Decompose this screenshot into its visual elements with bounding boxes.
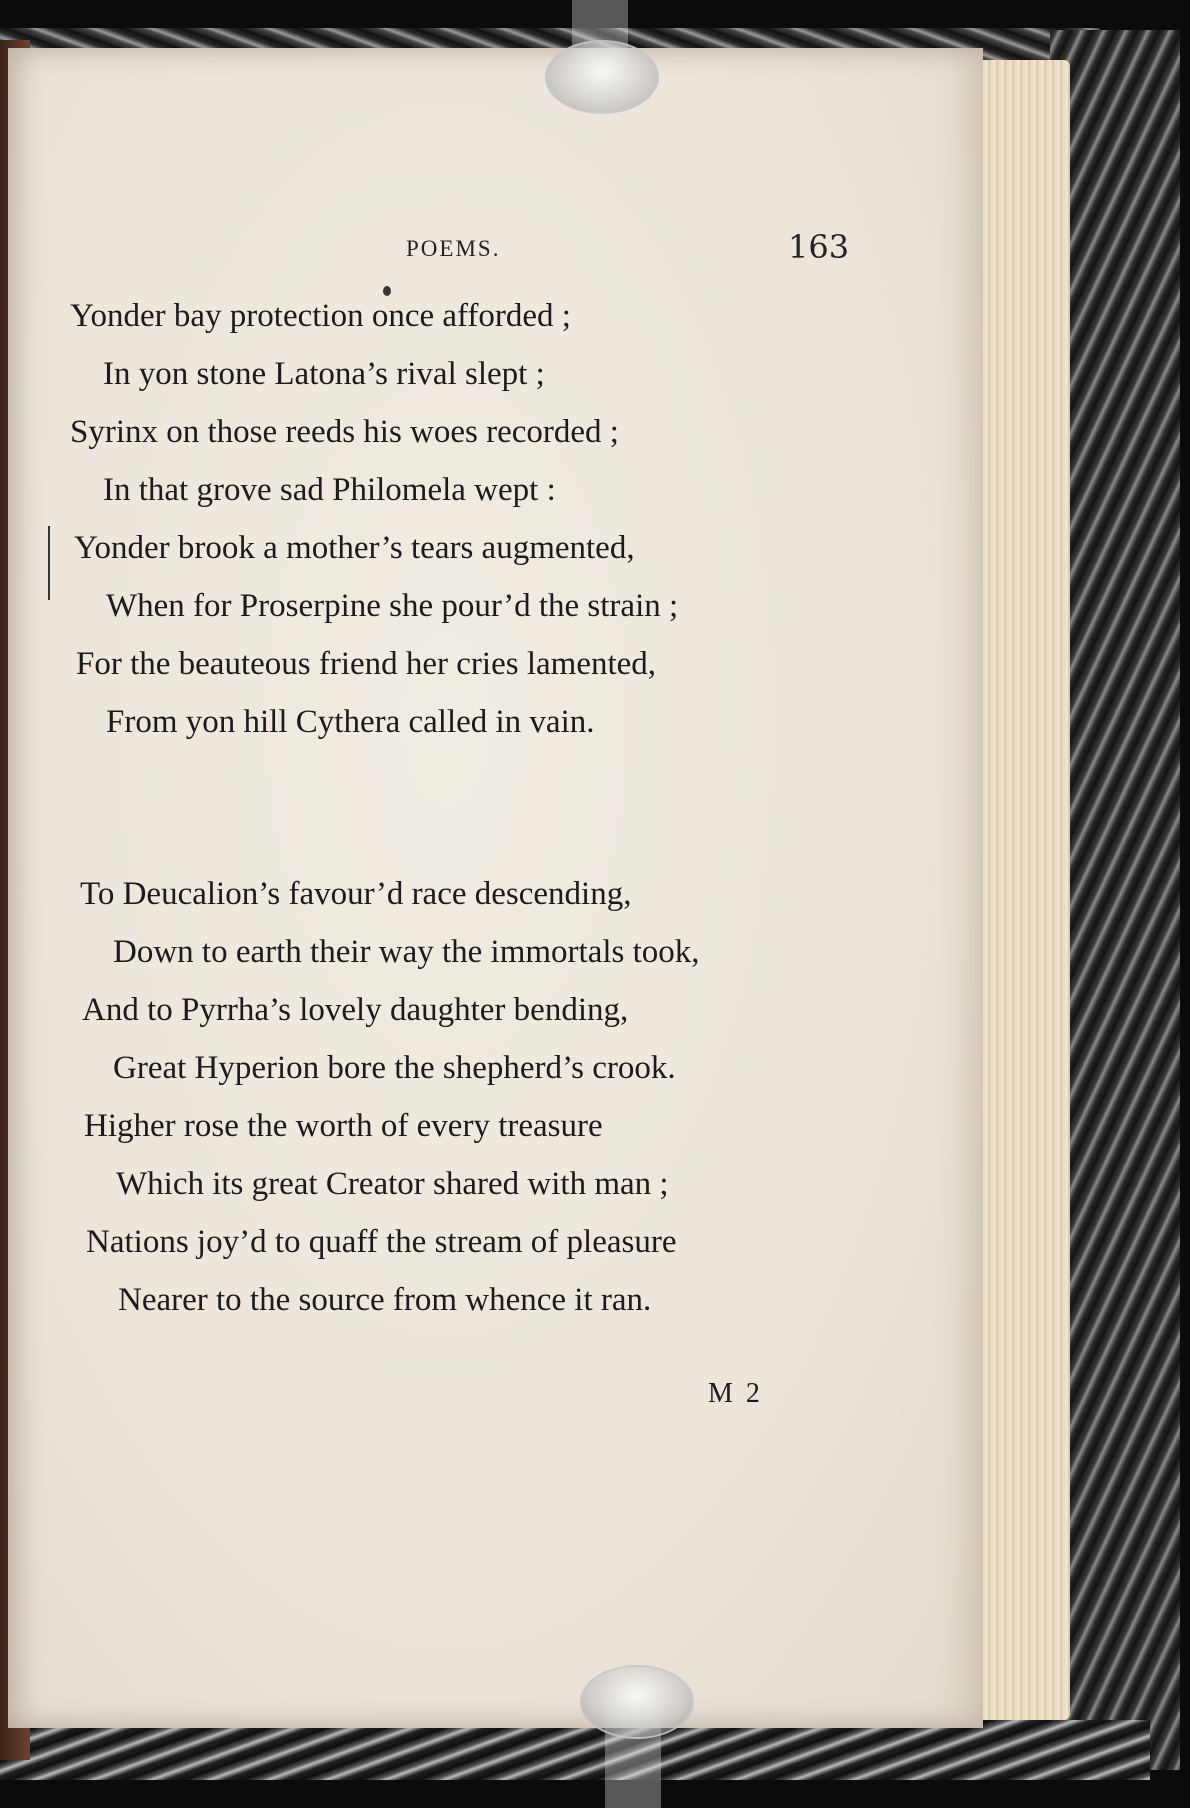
verse-line: Down to earth their way the immortals took, [113, 934, 700, 970]
verse-line: And to Pyrrha’s lovely daughter bending, [82, 992, 629, 1028]
verse-line: Higher rose the worth of every treasure [84, 1108, 603, 1144]
page-clip-bottom [580, 1665, 694, 1739]
signature-mark: M 2 [708, 1378, 763, 1409]
book-page [8, 48, 983, 1728]
verse-line: Great Hyperion bore the shepherd’s crook. [113, 1050, 676, 1086]
verse-line: To Deucalion’s favour’d race descending, [80, 876, 632, 912]
verse-line: Nearer to the source from whence it ran. [118, 1282, 652, 1318]
page-clip-top [545, 40, 659, 114]
ink-dot [383, 286, 391, 296]
running-title: POEMS. [406, 236, 501, 261]
page-number: 163 [788, 228, 850, 266]
verse-line: Nations joy’d to quaff the stream of pleasure [86, 1224, 677, 1260]
verse-line: When for Proserpine she pour’d the strain ; [106, 588, 679, 624]
verse-line: Syrinx on those reeds his woes recorded ; [70, 414, 619, 450]
verse-line: In yon stone Latona’s rival slept ; [103, 356, 545, 392]
verse-line: Which its great Creator shared with man ; [116, 1166, 669, 1202]
verse-line: For the beauteous friend her cries lamented, [76, 646, 657, 682]
marbled-cover-bottom [0, 1720, 1150, 1780]
verse-line: From yon hill Cythera called in vain. [106, 704, 595, 740]
verse-line: Yonder brook a mother’s tears augmented, [74, 530, 635, 566]
margin-mark [48, 526, 50, 600]
verse-line: In that grove sad Philomela wept : [103, 472, 556, 508]
verse-line: Yonder bay protection once afforded ; [70, 298, 571, 334]
